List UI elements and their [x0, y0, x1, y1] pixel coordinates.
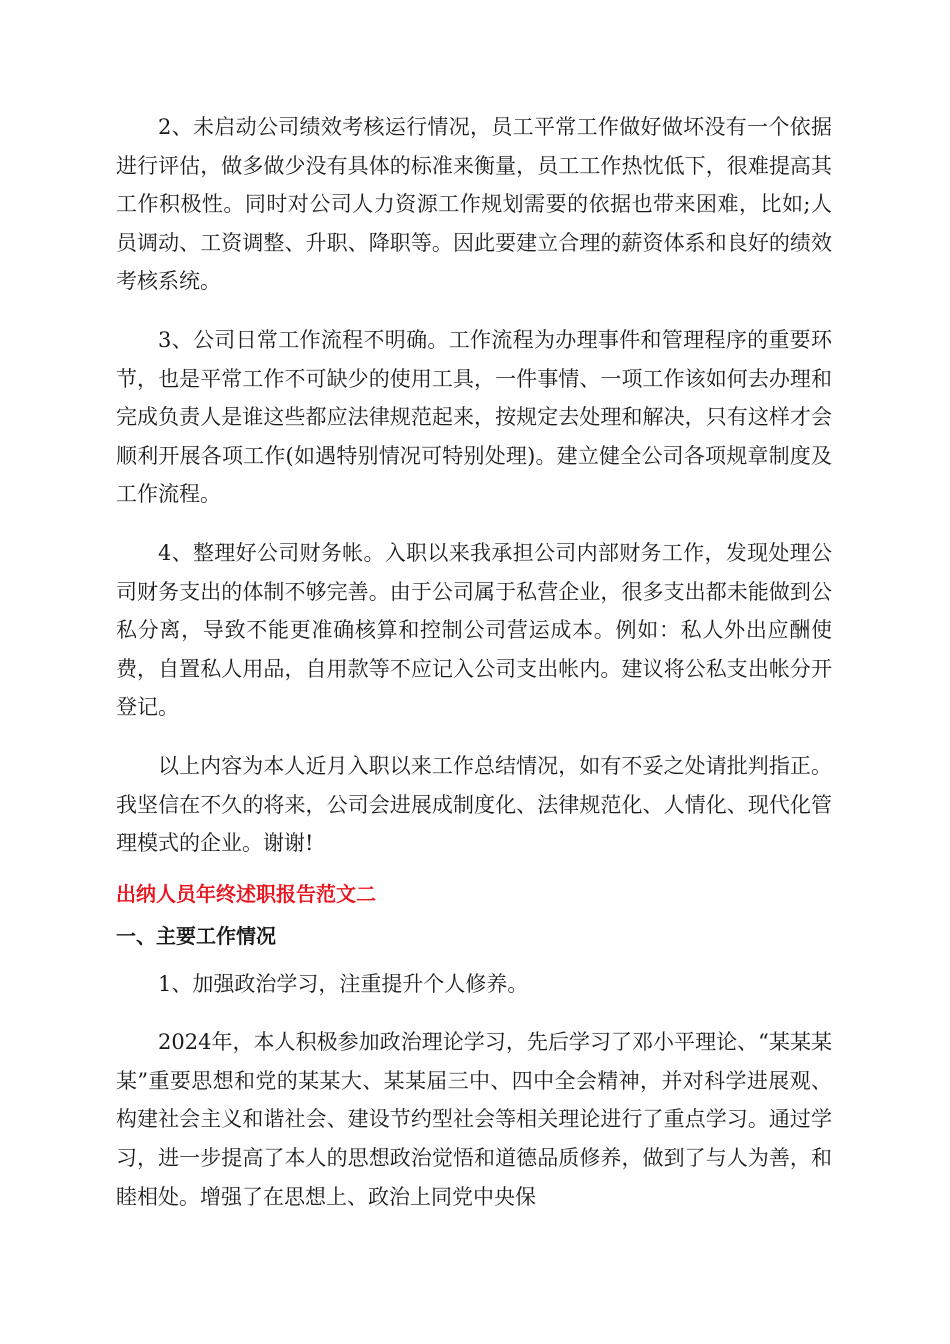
paragraph-item-4: 4、整理好公司财务帐。入职以来我承担公司内部财务工作，发现处理公司财务支出的体制不够完善。由于公司属于私营企业，很多支出都未能做到公私分离，导致不能更准确核算和控制公司营运成本。例如：私人外出应酬使费，自置私人用品，自用款等不应记入公司支出帐内。建议将公私支出帐分开登记。 [116, 540, 832, 720]
paragraph-politics: 2024年，本人积极参加政治理论学习，先后学习了邓小平理论、“某某某某”重要思想和党的某某大、某某届三中、四中全会精神，并对科学进展观、构建社会主义和谐社会、建设节约型社会等相关理论进行了重点学习。通过学习，进一步提高了本人的思想政治觉悟和道德品质修养，做到了与人为善，和睦相处。增强了在思想上、政治上同党中央保 [116, 1030, 832, 1209]
paragraph-item-2: 2、未启动公司绩效考核运行情况，员工平常工作做好做坏没有一个依据进行评估，做多做少没有具体的标准来衡量，员工工作热忱低下，很难提高其工作积极性。同时对公司人力资源工作规划需要的依据也带来困难，比如;人员调动、工资调整、升职、降职等。因此要建立合理的薪资体系和良好的绩效考核系统。 [116, 115, 832, 294]
subsection-title: 一、主要工作情况 [116, 923, 276, 948]
paragraph-conclusion: 以上内容为本人近月入职以来工作总结情况，如有不妥之处请批判指正。我坚信在不久的将来，公司会进展成制度化、法律规范化、人情化、现代化管理模式的企业。谢谢! [116, 753, 832, 856]
paragraph-item-3: 3、公司日常工作流程不明确。工作流程为办理事件和管理程序的重要环节，也是平常工作不可缺少的使用工具，一件事情、一项工作该如何去办理和完成负责人是谁这些都应法律规范起来，按规定去处理和解决，只有这样才会顺利开展各项工作(如遇特别情况可特别处理)。建立健全公司各项规章制度及工作流程。 [116, 327, 832, 507]
point-1: 1、加强政治学习，注重提升个人修养。 [158, 971, 529, 996]
section-title: 出纳人员年终述职报告范文二 [116, 881, 376, 906]
document-page [116, 108, 832, 1216]
